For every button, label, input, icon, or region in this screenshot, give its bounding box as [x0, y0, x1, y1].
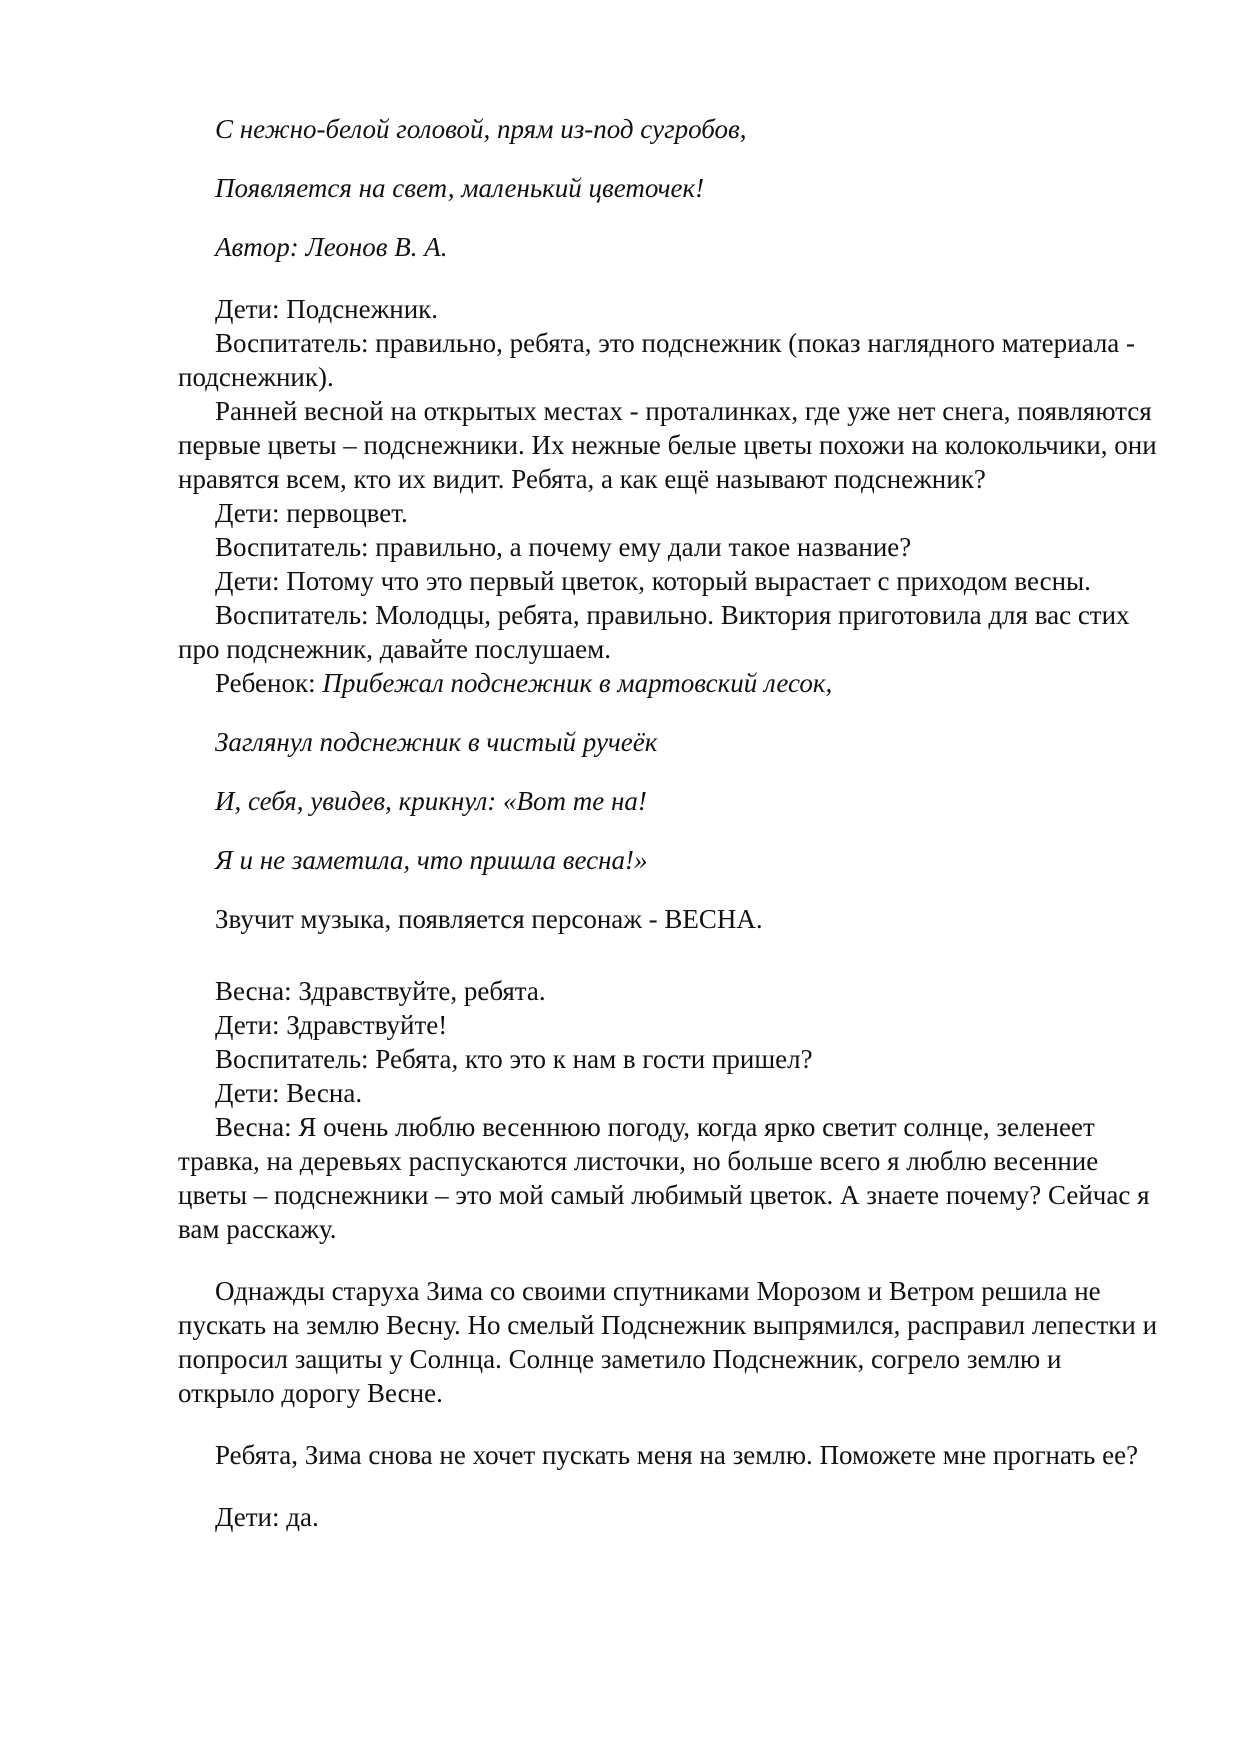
verse-line: Я и не заметила, что пришла весна!» [215, 845, 648, 875]
paragraph: Ранней весной на открытых местах - проталинках, где уже нет снега, появляются первые цветы – подснежники. Их нежные белые цветы похожи на колокольчики, они нравятся всем, кто их видит. Ребята, а как ещё называют подснежник? [178, 396, 1157, 494]
paragraph: Дети: Здравствуйте! [215, 1010, 448, 1040]
poem-line: Появляется на свет, маленький цветочек! [215, 173, 705, 203]
document-body [178, 112, 1158, 1534]
paragraph: Дети: Подснежник. [215, 294, 439, 324]
paragraph: Дети: Весна. [215, 1078, 363, 1108]
poem-author: Автор: Леонов В. А. [215, 232, 448, 262]
paragraph: Дети: да. [215, 1502, 319, 1532]
paragraph: Весна: Я очень люблю весеннюю погоду, когда ярко светит солнце, зеленеет травка, на деревьях распускаются листочки, но больше всего я люблю весенние цветы – подснежники – это мой самый любимый цветок. А знаете почему? Сейчас я вам расскажу. [178, 1112, 1150, 1244]
paragraph: Воспитатель: правильно, ребята, это подснежник (показ наглядного материала - подснежник). [178, 328, 1136, 392]
paragraph: Ребята, Зима снова не хочет пускать меня на землю. Поможете мне прогнать ее? [215, 1440, 1139, 1470]
speaker-label: Ребенок: [215, 668, 323, 698]
paragraph: Воспитатель: правильно, а почему ему дали такое название? [215, 532, 912, 562]
paragraph [178, 666, 1158, 700]
paragraph: Однажды старуха Зима со своими спутниками Морозом и Ветром решила не пускать на землю Весну. Но смелый Подснежник выпрямился, расправил лепестки и попросил защиты у Солнца. Солнце заметило Подснежник, согрело землю и открыло дорогу Весне. [178, 1276, 1158, 1408]
verse-line: Прибежал подснежник в мартовский лесок, [322, 668, 833, 698]
stage-direction: Звучит музыка, появляется персонаж - ВЕСНА. [215, 904, 763, 934]
paragraph: Дети: первоцвет. [215, 498, 408, 528]
verse-line: И, себя, увидев, крикнул: «Вот те на! [215, 786, 647, 816]
paragraph: Весна: Здравствуйте, ребята. [215, 976, 546, 1006]
poem-line: С нежно-белой головой, прям из-под сугробов, [215, 114, 747, 144]
paragraph: Воспитатель: Ребята, кто это к нам в гости пришел? [215, 1044, 813, 1074]
verse-line: Заглянул подснежник в чистый ручеёк [215, 727, 658, 757]
paragraph: Дети: Потому что это первый цветок, который вырастает с приходом весны. [215, 566, 1091, 596]
paragraph: Воспитатель: Молодцы, ребята, правильно. Виктория приготовила для вас стих про подснежник, давайте послушаем. [178, 600, 1130, 664]
